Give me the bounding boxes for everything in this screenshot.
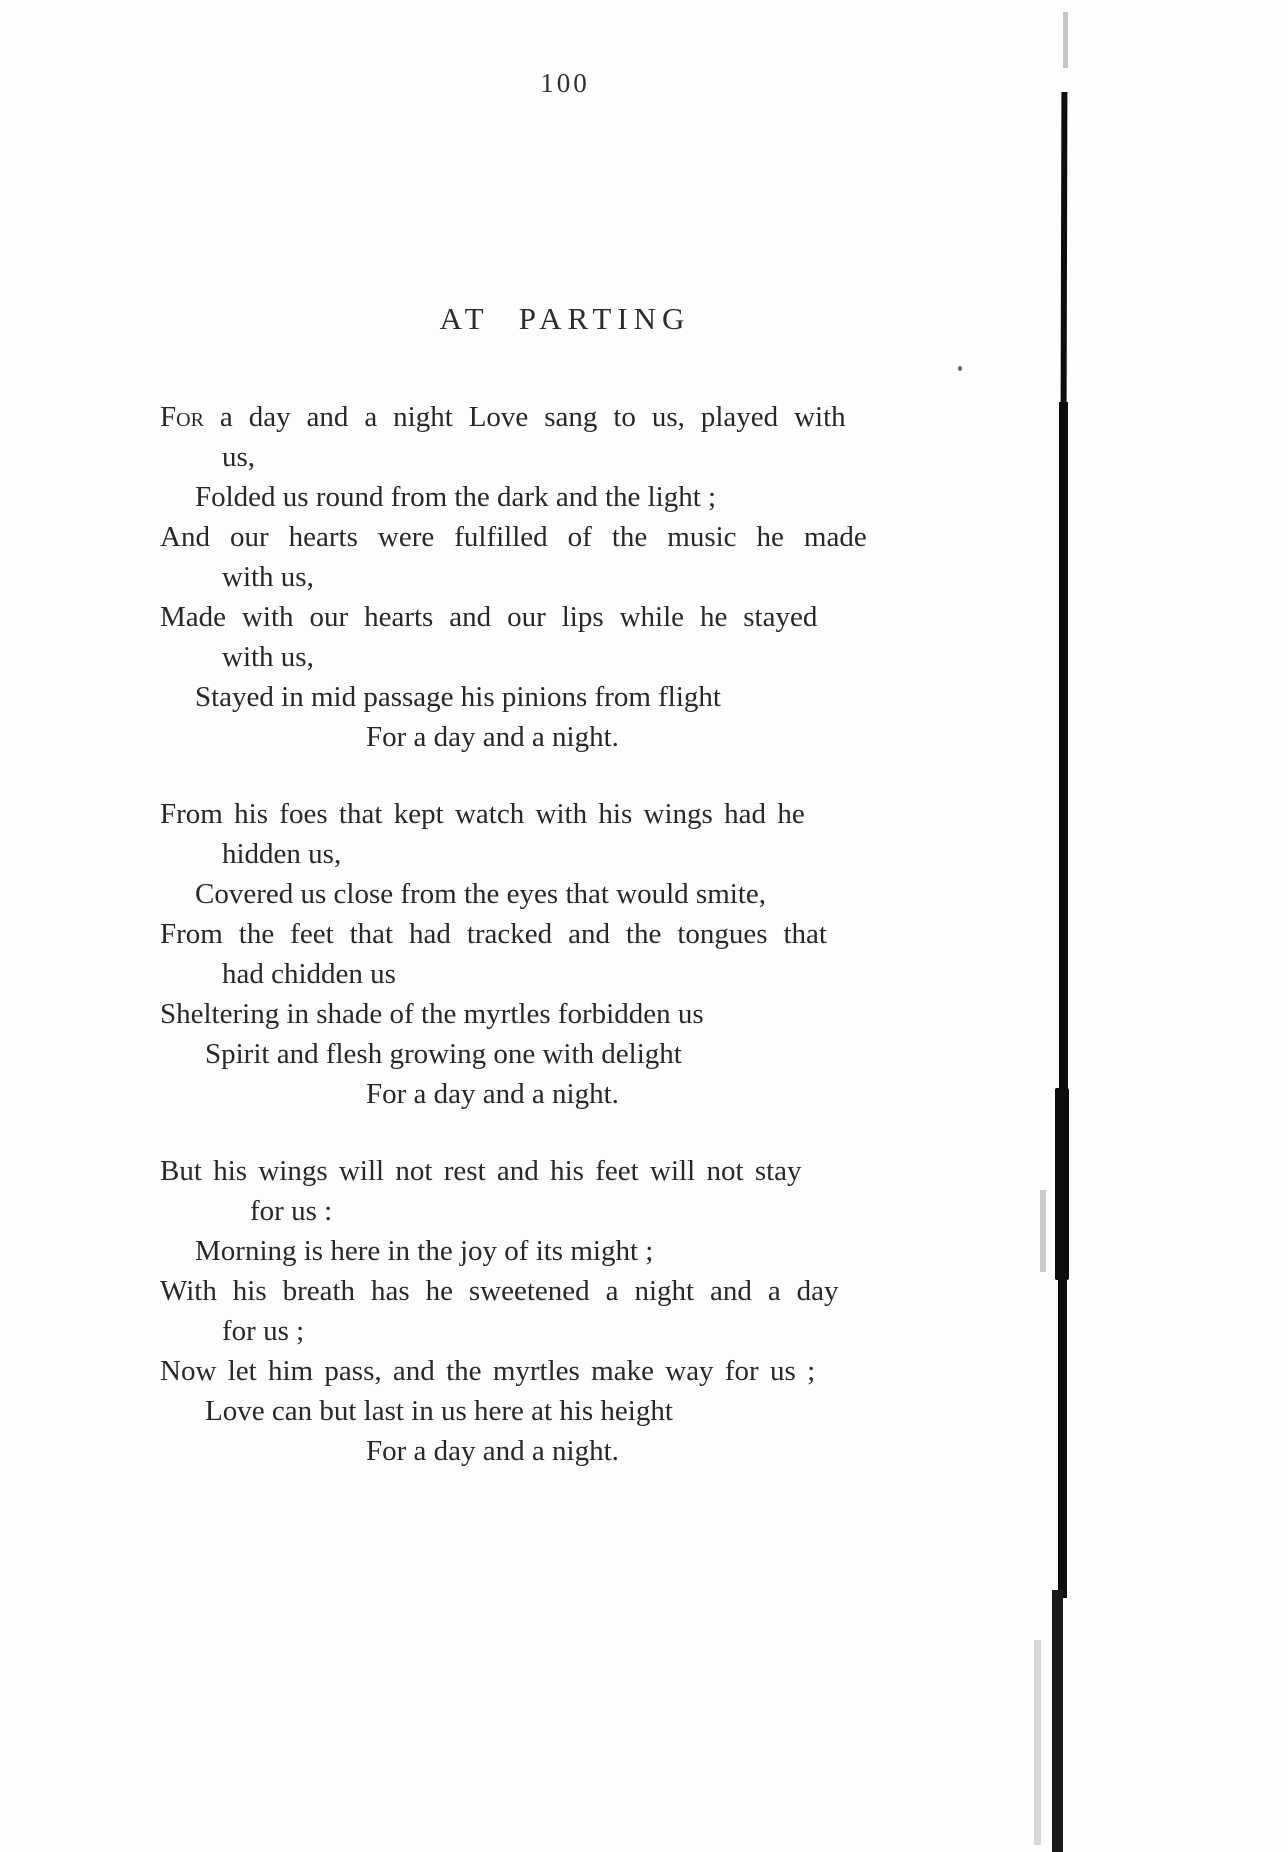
poem-line: us, xyxy=(222,441,256,473)
page-number: 100 xyxy=(540,68,590,98)
scan-speck xyxy=(958,366,962,371)
poem-line: Morning is here in the joy of its might ; xyxy=(195,1235,654,1267)
poem-refrain-line: For a day and a night. xyxy=(366,721,619,753)
poem-title: AT PARTING xyxy=(439,301,691,336)
scan-smudge-side xyxy=(1040,1190,1046,1272)
poem-line: Sheltering in shade of the myrtles forbidden us xyxy=(160,998,704,1030)
poem-line: Spirit and flesh growing one with delight xyxy=(205,1038,682,1070)
poem-lead-word: For xyxy=(160,401,204,433)
poem-refrain-line: For a day and a night. xyxy=(366,1078,619,1110)
poem-line: Love can but last in us here at his height xyxy=(205,1395,673,1427)
text-column xyxy=(160,0,970,1471)
poem-stanza-2 xyxy=(160,794,970,1114)
poem-refrain-line: For a day and a night. xyxy=(366,1435,619,1467)
poem-line: for us : xyxy=(250,1195,333,1227)
poem-line: Now let him pass, and the myrtles make way for us ; xyxy=(160,1355,816,1387)
poem-line: had chidden us xyxy=(222,958,396,990)
poem-line: Made with our hearts and our lips while he stayed xyxy=(160,601,818,633)
poem-line: With his breath has he sweetened a night and a day xyxy=(160,1275,839,1307)
poem-line: But his wings will not rest and his feet will not stay xyxy=(160,1155,802,1187)
poem-line: From his foes that kept watch with his wings had he xyxy=(160,798,805,830)
poem-line: From the feet that had tracked and the tongues that xyxy=(160,918,827,950)
scan-smudge-top xyxy=(1063,12,1068,68)
poem-line: hidden us, xyxy=(222,838,342,870)
poem-line: Stayed in mid passage his pinions from flight xyxy=(195,681,721,713)
poem-stanza-1 xyxy=(160,397,970,757)
poem-line: Folded us round from the dark and the light ; xyxy=(195,481,717,513)
poem-line: Covered us close from the eyes that would smite, xyxy=(195,878,767,910)
scan-artifact-streak xyxy=(1061,92,1068,410)
poem-line: with us, xyxy=(222,561,314,593)
scan-smudge-bottom xyxy=(1034,1640,1041,1845)
poem-stanza-3 xyxy=(160,1151,970,1471)
scan-artifact-streak xyxy=(1055,1088,1069,1280)
scan-artifact-streak xyxy=(1052,1590,1063,1852)
poem-line: And our hearts were fulfilled of the music he made xyxy=(160,521,867,553)
poem-line xyxy=(160,397,970,437)
scan-artifact-streak xyxy=(1059,402,1068,1098)
poem-line: with us, xyxy=(222,641,314,673)
poem-line: for us ; xyxy=(222,1315,305,1347)
poem-line-text: a day and a night Love sang to us, played with xyxy=(203,401,846,433)
scan-artifact-streak xyxy=(1058,1272,1067,1598)
